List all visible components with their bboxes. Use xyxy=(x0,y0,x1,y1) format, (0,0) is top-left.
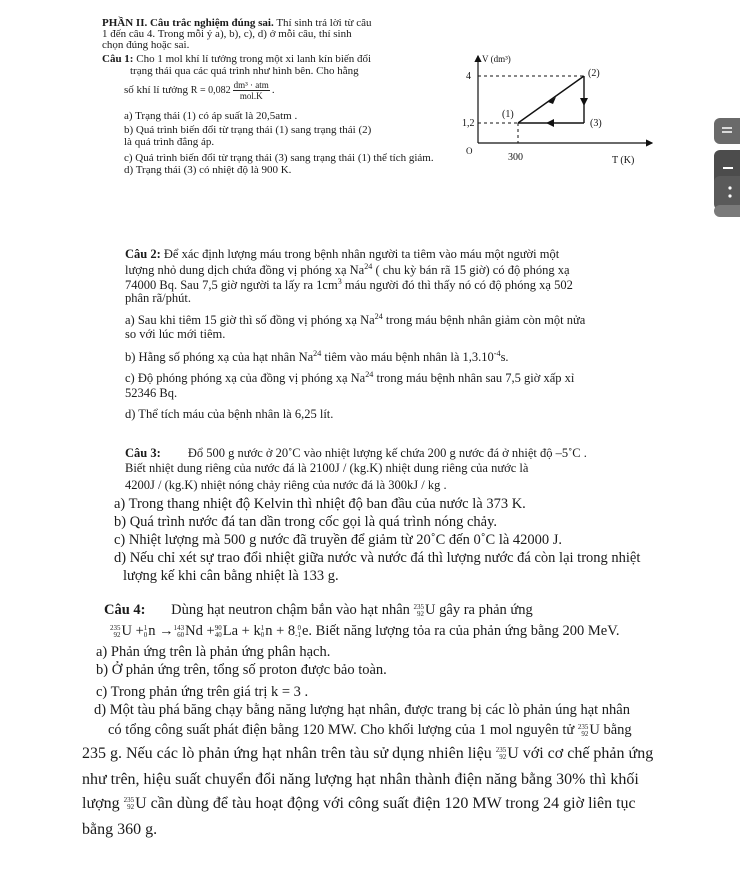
q2-option-a-1 xyxy=(125,312,585,328)
q2-a-na-mass: 24 xyxy=(374,312,383,321)
q1-stem-line-1 xyxy=(102,53,371,65)
q1-option-c: c) Quá trình biến đổi từ trạng thái (3) sang trạng thái (1) thể tích giảm. xyxy=(124,152,434,164)
reaction-n-charge: 0 xyxy=(143,630,148,639)
q2-b-a: b) Hằng số phóng xạ của hạt nhân Na xyxy=(125,350,314,365)
q2-stem-line-1 xyxy=(125,247,559,262)
x-tick-300: 300 xyxy=(508,152,523,163)
q1-r-num: dm³ · atm xyxy=(233,80,269,90)
q4-d-3a: 235 g. Nếu các lò phản ứng hạt nhân trên tàu sử dụng nhiên liệu xyxy=(82,745,492,762)
y-axis-label: V (dm³) xyxy=(482,54,511,64)
reaction-nd-charge: 60 xyxy=(177,630,185,639)
q4-option-d-6: bằng 360 g. xyxy=(82,821,158,838)
reaction-n xyxy=(144,625,148,639)
q2-option-a-2: so với lúc mới tiêm. xyxy=(125,327,226,341)
q4-stem-line-1 xyxy=(104,602,533,619)
q2-c-na-mass: 24 xyxy=(365,370,374,379)
reaction-n-mass: 1 xyxy=(143,623,148,632)
reaction-n-symbol: n xyxy=(148,623,156,639)
part-heading: PHẦN II. Câu trắc nghiệm đúng sai. xyxy=(102,17,274,29)
q2-stem-1: Để xác định lượng máu trong bệnh nhân người ta tiêm vào máu một người một xyxy=(163,247,560,261)
q4-option-d-3 xyxy=(82,745,653,763)
reaction-8: 8 xyxy=(287,623,296,639)
reaction-nd-mass: 143 xyxy=(173,623,185,632)
q4-u-nuclide xyxy=(414,604,425,618)
q2-stem-3b: máu người đó thì thấy nó có độ phóng xạ 502 xyxy=(344,278,573,293)
q3-option-d-1: d) Nếu chỉ xét sự trao đổi nhiệt giữa nước và nước đá thì lượng nước đá còn lại trong nhiệt xyxy=(114,550,641,566)
q4-d2-u-mass: 235 xyxy=(577,722,589,731)
q1-option-b-2: là quá trình đẳng áp. xyxy=(124,136,215,148)
part-intro-2: 1 đến câu 4. Trong mỗi ý a), b), c), d) ở mỗi câu, thí sinh xyxy=(102,28,352,40)
q1-option-d: d) Trạng thái (3) có nhiệt độ là 900 K. xyxy=(124,164,292,176)
vt-graph xyxy=(462,50,657,168)
q2-stem-3a: 74000 Bq. Sau 7,5 giờ người ta lấy ra 1cm xyxy=(125,278,338,293)
reaction-kn-charge: 0 xyxy=(260,630,265,639)
process-1-2 xyxy=(518,76,584,123)
side-extra-button[interactable] xyxy=(714,205,740,217)
state-3-label: (3) xyxy=(590,118,602,129)
reaction-k: k xyxy=(253,623,261,639)
q4-option-b: b) Ở phản ứng trên, tổng số proton được bảo toàn. xyxy=(96,662,387,678)
q3-stem-1: Đổ 500 g nước ở 20˚C vào nhiệt lượng kế chứa 200 g nước đá ở nhiệt độ –5˚C . xyxy=(187,446,587,460)
reaction-nd-symbol: Nd xyxy=(185,623,203,639)
q3-option-c: c) Nhiệt lượng mà 500 g nước đã truyền để giảm từ 20˚C đến 0˚C là 42000 J. xyxy=(114,532,563,548)
q2-a-1a: a) Sau khi tiêm 15 giờ thì số đồng vị phóng xạ Na xyxy=(125,313,375,328)
reaction-kn-symbol: n xyxy=(265,623,273,639)
q2-option-c xyxy=(125,370,574,386)
reaction-la xyxy=(215,625,222,639)
q2-option-c-2: 52346 Bq. xyxy=(125,386,178,400)
q2-stem-line-2 xyxy=(125,262,570,278)
origin-label: O xyxy=(466,146,473,156)
part-intro-1: Thí sinh trả lời từ câu xyxy=(276,17,372,29)
q4-d3-u-charge: 92 xyxy=(499,753,507,762)
q4-stem-1a: Dùng hạt neutron chậm bắn vào hạt nhân xyxy=(171,602,410,618)
q4-d3-u-mass: 235 xyxy=(495,746,507,755)
reaction-e-charge: -1 xyxy=(295,630,301,639)
q3-stem-line-1 xyxy=(125,446,587,461)
q4-option-d-4: như trên, hiệu suất chuyển đổi năng lượng hạt nhân thành điện năng bằng 30% thì khối xyxy=(82,771,639,788)
q1-r-den: mol.K xyxy=(239,91,263,101)
q3-stem-3: 4200J / (kg.K) nhiệt nóng chảy riêng của nước đá là 300kJ / kg . xyxy=(125,478,447,492)
q4-u-mass: 235 xyxy=(413,602,425,611)
q1-label: Câu 1: xyxy=(102,53,134,65)
q2-a-1b: trong máu bệnh nhân giảm còn một nửa xyxy=(385,313,586,328)
reaction-la-symbol: La xyxy=(222,623,239,639)
q4-d5-u-charge: 92 xyxy=(127,803,135,812)
q3-label: Câu 3: xyxy=(125,446,161,460)
q2-stem-2a: lượng nhỏ dung dịch chứa đồng vị phóng xạ Na xyxy=(125,263,365,278)
q1-stem-1: Cho 1 mol khí lí tưởng trong một xi lanh kín biến đổi xyxy=(136,53,372,65)
x-axis-label: T (K) xyxy=(612,155,635,166)
q1-stem-2: trạng thái qua các quá trình như hình bên. Cho hằng xyxy=(130,65,359,77)
q4-d2-u xyxy=(578,724,589,738)
q4-u-charge: 92 xyxy=(417,609,425,618)
state-1-label: (1) xyxy=(502,109,514,120)
reaction-kn xyxy=(261,625,265,639)
reaction-kn-mass: 1 xyxy=(260,623,265,632)
q4-reaction-tail: . Biết năng lượng tỏa ra của phản ứng bằng 200 MeV. xyxy=(308,623,620,639)
q2-stem-line-3 xyxy=(125,277,573,293)
q1-option-a: a) Trạng thái (1) có áp suất là 20,5atm . xyxy=(124,110,298,122)
q4-d5-u-mass: 235 xyxy=(123,796,135,805)
q2-c-b: trong máu bệnh nhân sau 7,5 giờ xấp xỉ xyxy=(376,371,575,386)
q2-b-unit: s. xyxy=(500,350,509,365)
reaction-e-symbol: e xyxy=(301,623,309,639)
reaction-u xyxy=(110,625,121,639)
q4-d5-u xyxy=(124,797,135,811)
y-tick-4: 4 xyxy=(466,71,471,82)
part-intro-3: chọn đúng hoặc sai. xyxy=(102,39,190,51)
q4-option-d-1: d) Một tàu phá băng chạy bằng năng lượng hạt nhân, được trang bị các lò phản úng hạt nhân xyxy=(94,702,630,718)
q4-d-5b: U cần dùng để tàu hoạt động với công suất điện 120 MW trong 24 giờ liên tục xyxy=(135,795,636,812)
q4-d3-u xyxy=(496,747,507,761)
q2-label: Câu 2: xyxy=(125,247,161,261)
q1-r-unit xyxy=(233,80,270,101)
reaction-e xyxy=(295,625,301,639)
q4-option-d-5 xyxy=(82,795,636,813)
arrow-2-3 xyxy=(580,98,588,106)
q2-stem-4: phân rã/phút. xyxy=(125,291,191,305)
q2-cube: 3 xyxy=(337,277,342,286)
q3-option-b: b) Quá trình nước đá tan dần trong cốc gọi là quá trình nóng chảy. xyxy=(114,514,498,530)
q4-d2-u-charge: 92 xyxy=(581,729,589,738)
q1-option-b-1: b) Quá trình biến đổi từ trạng thái (1) sang trạng thái (2) xyxy=(124,124,372,136)
q4-option-c: c) Trong phản ứng trên giá trị k = 3 . xyxy=(96,684,309,700)
q4-option-d-2 xyxy=(108,722,632,739)
q4-stem-1b: U gây ra phản ứng xyxy=(425,602,533,618)
q3-option-d-2: lượng kế khi cân bằng nhiệt là 133 g. xyxy=(123,568,339,584)
q2-b-b: tiêm vào máu bệnh nhân là 1,3.10 xyxy=(324,350,494,365)
side-menu-button[interactable] xyxy=(714,118,740,144)
q3-stem-2: Biết nhiệt dung riêng của nước đá là 2100J / (kg.K) nhiệt dung riêng của nước là xyxy=(125,461,529,475)
reaction-la-charge: 40 xyxy=(214,630,222,639)
q3-option-a: a) Trong thang nhiệt độ Kelvin thì nhiệt độ ban đầu của nước là 373 K. xyxy=(114,496,526,512)
q4-d-5a: lượng xyxy=(82,795,120,812)
q2-na-mass: 24 xyxy=(364,262,373,271)
q1-stem-3: số khí lí tưởng xyxy=(124,84,189,97)
q4-option-a: a) Phản ứng trên là phản ứng phân hạch. xyxy=(96,644,331,660)
menu-icon xyxy=(714,118,740,144)
q4-d-2b: U bằng xyxy=(589,722,632,738)
reaction-la-mass: 90 xyxy=(214,623,222,632)
q4-d-2a: có tổng công suất phát điện bằng 120 MW. Cho khối lượng của 1 mol nguyên tử xyxy=(108,722,575,738)
q1-stem-line-3: số khí lí tưởng R = 0,082 $\frac{\text{dm³ · atm}}{\text{mol.K}}$ . xyxy=(124,80,275,101)
arrow-3-1 xyxy=(546,119,554,127)
reaction-u-charge: 92 xyxy=(113,630,121,639)
reaction-u-mass: 235 xyxy=(110,623,121,632)
reaction-nd xyxy=(174,625,185,639)
q4-label: Câu 4: xyxy=(104,602,146,618)
q2-option-b xyxy=(125,349,509,365)
q2-stem-2b: ( chu kỳ bán rã 15 giờ) có độ phóng xạ xyxy=(375,263,570,278)
reaction-u-symbol: U xyxy=(121,623,132,639)
q2-c-a: c) Độ phóng phóng xạ của đồng vị phóng xạ Na xyxy=(125,371,366,386)
state-2-label: (2) xyxy=(588,68,600,79)
q2-option-d: d) Thể tích máu của bệnh nhân là 6,25 lít. xyxy=(125,407,334,421)
q2-b-na-mass: 24 xyxy=(313,349,322,358)
q4-reaction-line: 235 92 U + 1 0 n → 143 60 Nd + 90 40 La + k 1 0 n + 8 0 -1 e. Biết năng lượng tỏa ra của phản ứng bằng 200 MeV. xyxy=(110,623,620,639)
q2-b-exp: -4 xyxy=(493,349,501,358)
q4-d-3b: U với cơ chế phản ứng xyxy=(507,745,654,762)
q1-r-value: R = 0,082 xyxy=(190,85,231,97)
y-tick-12: 1,2 xyxy=(462,118,475,129)
reaction-e-mass: 0 xyxy=(297,623,301,632)
